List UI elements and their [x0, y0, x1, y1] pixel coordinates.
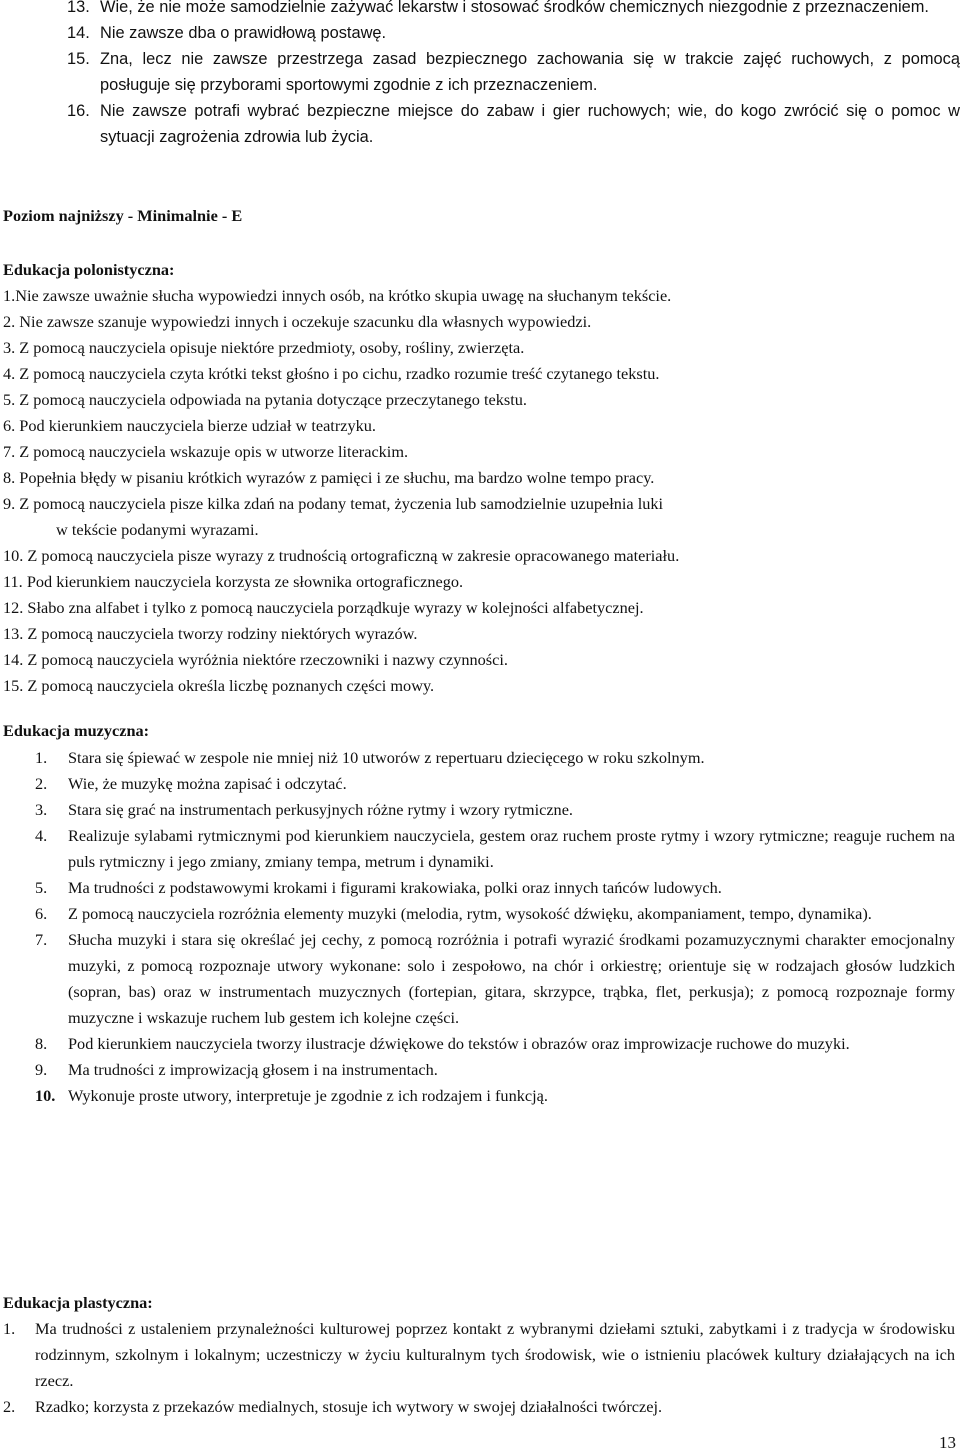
item-text: Wie, że nie może samodzielnie zażywać lekarstw i stosować środków chemicznych niezgodnie z przeznaczeniem.: [100, 0, 929, 16]
item-number: 15.: [67, 50, 90, 68]
list-item: [35, 927, 955, 1031]
list-item: [0, 46, 960, 98]
list-item: [35, 797, 955, 823]
list-item: 2. Nie zawsze szanuje wypowiedzi innych i oczekuje szacunku dla własnych wypowiedzi.: [3, 312, 592, 331]
item-number: 6.: [35, 904, 48, 923]
item-text: Z pomocą nauczyciela rozróżnia elementy muzyki (melodia, rytm, wysokość dźwięku, akompaniament, tempo, dynamika).: [68, 904, 872, 923]
item-text: Stara się grać na instrumentach perkusyjnych różne rytmy i wzory rytmiczne.: [68, 800, 573, 819]
list-item: 11. Pod kierunkiem nauczyciela korzysta ze słownika ortograficznego.: [3, 572, 464, 591]
section-heading-plastyczna: Edukacja plastyczna:: [3, 1293, 153, 1312]
section-heading-polonistyczna: Edukacja polonistyczna:: [3, 260, 175, 279]
list-item: 1.Nie zawsze uważnie słucha wypowiedzi innych osób, na krótko skupia uwagę na słuchanym tekście.: [3, 286, 672, 305]
item-number: 9.: [35, 1060, 48, 1079]
list-item: [35, 875, 955, 901]
item-number: 1.: [35, 748, 48, 767]
item-number: 2.: [35, 774, 48, 793]
item-number: 10.: [35, 1086, 56, 1105]
list-item: [35, 771, 955, 797]
list-item: 8. Popełnia błędy w pisaniu krótkich wyrazów z pamięci i ze słuchu, ma bardzo wolne tempo pracy.: [3, 468, 655, 487]
list-item: [3, 1316, 955, 1394]
item-number: 7.: [35, 930, 48, 949]
item-number: 3.: [35, 800, 48, 819]
list-item: 4. Z pomocą nauczyciela czyta krótki tekst głośno i po cichu, rzadko rozumie treść czytanego tekstu.: [3, 364, 660, 383]
list-item: 14. Z pomocą nauczyciela wyróżnia niektóre rzeczowniki i nazwy czynności.: [3, 650, 508, 669]
item-number: 4.: [35, 826, 48, 845]
item-text: Stara się śpiewać w zespole nie mniej niż 10 utworów z repertuaru dziecięcego w roku szkolnym.: [68, 748, 705, 767]
item-text: Pod kierunkiem nauczyciela tworzy ilustracje dźwiękowe do tekstów i obrazów oraz improwizacje ruchowe do muzyki.: [68, 1034, 850, 1053]
list-item: [35, 1057, 955, 1083]
list-item: 5. Z pomocą nauczyciela odpowiada na pytania dotyczące przeczytanego tekstu.: [3, 390, 527, 409]
item-text: Wie, że muzykę można zapisać i odczytać.: [68, 774, 347, 793]
list-item: [35, 745, 955, 771]
item-number: 16.: [67, 102, 90, 120]
item-text: Ma trudności z improwizacją głosem i na instrumentach.: [68, 1060, 438, 1079]
level-heading: Poziom najniższy - Minimalnie - E: [3, 206, 243, 225]
item-number: 14.: [67, 24, 90, 42]
plastyczna-list: [3, 1316, 955, 1420]
top-list: [0, 0, 960, 150]
item-text: Słucha muzyki i stara się określać jej cechy, z pomocą rozróżnia i potrafi wyrazić środkami pozamuzycznymi charakter emocjonalny muzyki, z pomocą rozpoznaje utwory wykonane: solo i zespołowo, na chór i orkiestrę; orientuje się w rodzajach głosów ludzkich (sopran, bas) oraz w instrumentach muzycznych (fortepian, gitara, skrzypce, trąbka, flet, perkusja); z pomocą rozpoznaje formy muzyczne i wskazuje ruchem lub gestem ich kolejne części.: [68, 930, 955, 1027]
item-text: Wykonuje proste utwory, interpretuje je zgodnie z ich rodzajem i funkcją.: [68, 1086, 548, 1105]
item-number: 2.: [3, 1397, 16, 1416]
list-item-continuation: w tekście podanymi wyrazami.: [56, 520, 259, 539]
page-number: 13: [939, 1433, 956, 1452]
list-item: 15. Z pomocą nauczyciela określa liczbę poznanych części mowy.: [3, 676, 435, 695]
polonistyczna-list: [3, 283, 960, 699]
item-text: Rzadko; korzysta z przekazów medialnych, stosuje ich wytwory w swojej działalności twórczej.: [35, 1397, 663, 1416]
item-text: Nie zawsze dba o prawidłową postawę.: [100, 24, 387, 42]
item-number: 8.: [35, 1034, 48, 1053]
item-number: 5.: [35, 878, 48, 897]
list-item: [0, 98, 960, 150]
list-item: 13. Z pomocą nauczyciela tworzy rodziny niektórych wyrazów.: [3, 624, 418, 643]
item-text: Ma trudności z podstawowymi krokami i figurami krakowiaka, polki oraz innych tańców ludowych.: [68, 878, 722, 897]
list-item: [0, 20, 960, 46]
list-item: 10. Z pomocą nauczyciela pisze wyrazy z trudnością ortograficzną w zakresie opracowanego materiału.: [3, 546, 680, 565]
item-text: Zna, lecz nie zawsze przestrzega zasad bezpiecznego zachowania się w trakcie zajęć ruchowych, z pomocą posługuje się przyborami sportowymi zgodnie z ich przeznaczeniem.: [100, 50, 960, 94]
list-item: [35, 1083, 955, 1109]
list-item: [35, 823, 955, 875]
item-text: Ma trudności z ustaleniem przynależności kulturowej poprzez kontakt z wybranymi dziełami sztuki, zabytkami i z tradycja w środowisku rodzinnym, szkolnym i lokalnym; uczestniczy w życiu kulturalnym tych środowisk, wie o istnieniu placówek kultury działających na ich rzecz.: [35, 1319, 955, 1390]
section-heading-muzyczna: Edukacja muzyczna:: [3, 721, 150, 740]
list-item: 9. Z pomocą nauczyciela pisze kilka zdań na podany temat, życzenia lub samodzielnie uzupełnia luki: [3, 494, 664, 513]
list-item: 7. Z pomocą nauczyciela wskazuje opis w utworze literackim.: [3, 442, 409, 461]
item-number: 1.: [3, 1319, 16, 1338]
list-item: 12. Słabo zna alfabet i tylko z pomocą nauczyciela porządkuje wyrazy w kolejności alfabetycznej.: [3, 598, 644, 617]
list-item: [35, 901, 955, 927]
list-item: 3. Z pomocą nauczyciela opisuje niektóre przedmioty, osoby, rośliny, zwierzęta.: [3, 338, 525, 357]
list-item: [35, 1031, 955, 1057]
muzyczna-list: [35, 745, 955, 1109]
item-text: Nie zawsze potrafi wybrać bezpieczne miejsce do zabaw i gier ruchowych; wie, do kogo zwrócić się o pomoc w sytuacji zagrożenia zdrowia lub życia.: [100, 102, 960, 146]
item-text: Realizuje sylabami rytmicznymi pod kierunkiem nauczyciela, gestem oraz ruchem proste rytmy i wzory rytmiczne; reaguje ruchem na puls rytmiczny i jego zmiany, zmiany tempa, metrum i dynamiki.: [68, 826, 955, 871]
list-item: 6. Pod kierunkiem nauczyciela bierze udział w teatrzyku.: [3, 416, 376, 435]
list-item: [3, 1394, 955, 1420]
item-number: 13.: [67, 0, 90, 16]
list-item: [0, 0, 960, 20]
